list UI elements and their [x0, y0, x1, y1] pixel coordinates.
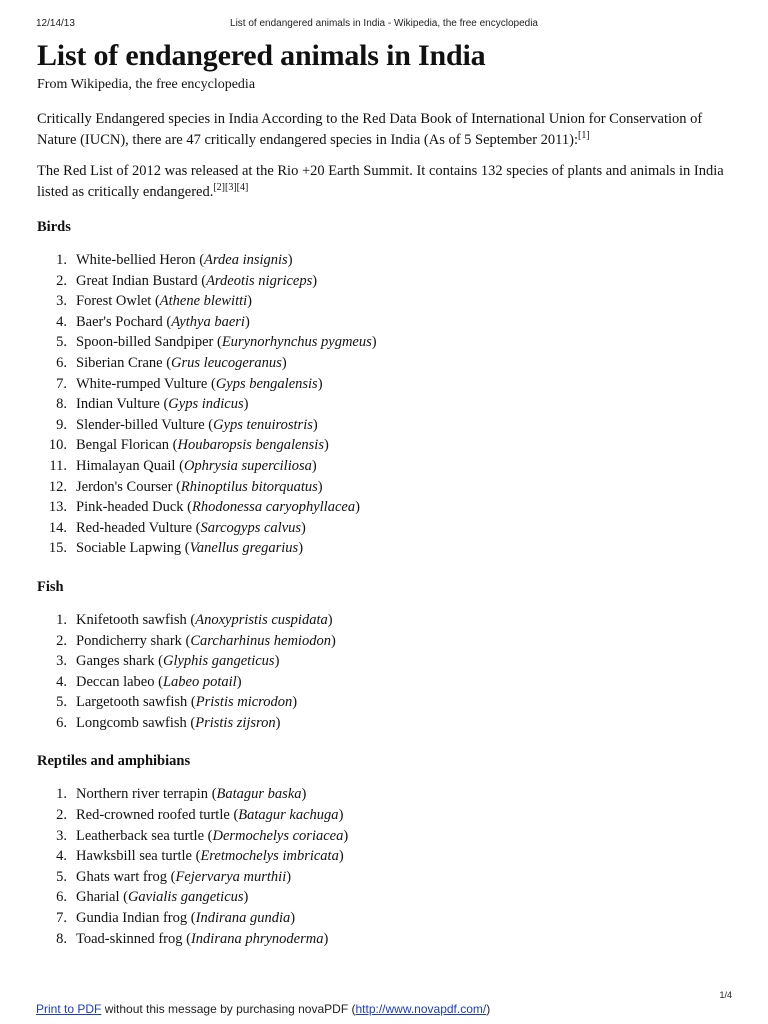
list-item-number: 4.: [56, 673, 67, 690]
list-item: 11. Himalayan Quail (Ophrysia superciliosa): [37, 456, 737, 477]
species-common-name[interactable]: Red-crowned roofed turtle: [76, 807, 230, 824]
list-item-number: 7.: [56, 910, 67, 927]
list-item: 3. Leatherback sea turtle (Dermochelys coriacea): [37, 826, 737, 847]
reptiles-amphibians-list: [37, 784, 737, 949]
print-to-pdf-link[interactable]: Print to PDF: [36, 1002, 102, 1016]
list-item: 9. Slender-billed Vulture (Gyps tenuirostris): [37, 415, 737, 436]
list-item: 2. Red-crowned roofed turtle (Batagur kachuga): [37, 805, 737, 826]
species-common-name[interactable]: Slender-billed Vulture: [76, 416, 205, 433]
list-item: 4. Baer's Pochard (Aythya baeri): [37, 312, 737, 333]
list-item: 6. Longcomb sawfish (Pristis zijsron): [37, 713, 737, 734]
citation-2-3-4[interactable]: [2][3][4]: [213, 182, 249, 194]
species-common-name[interactable]: Knifetooth sawfish: [76, 611, 187, 628]
list-item: 1. Northern river terrapin (Batagur baska): [37, 784, 737, 805]
list-item-number: 15.: [48, 540, 67, 557]
novapdf-url-link[interactable]: http://www.novapdf.com/: [355, 1002, 487, 1016]
list-item: 5. Spoon-billed Sandpiper (Eurynorhynchus pygmeus): [37, 332, 737, 353]
species-scientific-name[interactable]: Gyps bengalensis: [215, 375, 318, 392]
list-item: 5. Ghats wart frog (Fejervarya murthii): [37, 867, 737, 888]
species-scientific-name[interactable]: Houbaropsis bengalensis: [177, 437, 324, 454]
species-common-name[interactable]: Himalayan Quail: [76, 457, 176, 474]
list-item-number: 2.: [56, 807, 67, 824]
page-subtitle: From Wikipedia, the free encyclopedia: [37, 77, 256, 92]
species-scientific-name[interactable]: Ardeotis nigriceps: [206, 272, 313, 289]
species-common-name[interactable]: Great Indian Bustard: [76, 272, 198, 289]
list-item: 8. Indian Vulture (Gyps indicus): [37, 394, 737, 415]
print-header: [36, 18, 732, 32]
page-title: List of endangered animals in India: [37, 39, 486, 72]
species-common-name[interactable]: Toad-skinned frog: [76, 930, 183, 947]
list-item-number: 9.: [56, 416, 67, 433]
species-common-name[interactable]: Ghats wart frog: [76, 868, 168, 885]
list-item-number: 1.: [56, 611, 67, 628]
species-scientific-name[interactable]: Glyphis gangeticus: [163, 653, 275, 670]
list-item-number: 6.: [56, 714, 67, 731]
species-common-name[interactable]: Longcomb sawfish: [76, 714, 187, 731]
species-common-name[interactable]: White-bellied Heron: [76, 252, 196, 268]
species-common-name[interactable]: Jerdon's Courser: [76, 478, 173, 495]
section-heading-reptiles-amphibians: Reptiles and amphibians: [37, 753, 191, 770]
species-scientific-name[interactable]: Pristis zijsron: [195, 714, 276, 731]
list-item: 10. Bengal Florican (Houbaropsis bengalensis): [37, 435, 737, 456]
list-item-number: 4.: [56, 313, 67, 330]
list-item: 5. Largetooth sawfish (Pristis microdon): [37, 692, 737, 713]
print-footer: [36, 1002, 732, 1016]
species-common-name[interactable]: Siberian Crane: [76, 354, 163, 371]
list-item-number: 14.: [48, 519, 67, 536]
list-item: 13. Pink-headed Duck (Rhodonessa caryophyllacea): [37, 497, 737, 518]
list-item: 6. Siberian Crane (Grus leucogeranus): [37, 353, 737, 374]
species-common-name[interactable]: Indian Vulture: [76, 396, 160, 413]
species-scientific-name[interactable]: Fejervarya murthii: [175, 868, 287, 885]
species-scientific-name[interactable]: Eretmochelys imbricata: [200, 848, 339, 865]
list-item-number: 2.: [56, 272, 67, 289]
species-scientific-name[interactable]: Vanellus gregarius: [189, 540, 299, 557]
list-item-number: 3.: [56, 827, 67, 844]
species-common-name[interactable]: Leatherback sea turtle: [76, 827, 205, 844]
species-scientific-name[interactable]: Rhinoptilus bitorquatus: [180, 478, 318, 495]
species-scientific-name[interactable]: Gyps tenuirostris: [213, 416, 313, 433]
species-scientific-name[interactable]: Aythya baeri: [171, 313, 245, 330]
species-common-name[interactable]: Pondicherry shark: [76, 632, 182, 649]
list-item-number: 5.: [56, 694, 67, 711]
species-common-name[interactable]: Deccan labeo: [76, 673, 155, 690]
species-common-name[interactable]: Largetooth sawfish: [76, 694, 188, 711]
species-scientific-name[interactable]: Labeo potail: [162, 673, 237, 690]
list-item-number: 1.: [56, 786, 67, 803]
species-scientific-name[interactable]: Indirana phrynoderma: [190, 930, 324, 947]
list-item-number: 6.: [56, 889, 67, 906]
list-item-number: 5.: [56, 334, 67, 351]
citation-1[interactable]: [1]: [578, 130, 590, 142]
list-item: 15. Sociable Lapwing (Vanellus gregarius): [37, 538, 737, 559]
species-scientific-name[interactable]: Ardea insignis: [204, 252, 288, 268]
list-item: 7. White-rumped Vulture (Gyps bengalensis): [37, 374, 737, 395]
list-item: 4. Hawksbill sea turtle (Eretmochelys imbricata): [37, 846, 737, 867]
species-common-name[interactable]: Baer's Pochard: [76, 313, 163, 330]
list-item: 6. Gharial (Gavialis gangeticus): [37, 887, 737, 908]
species-scientific-name[interactable]: Rhodonessa caryophyllacea: [191, 499, 356, 516]
list-item-number: 7.: [56, 375, 67, 392]
list-item-number: 4.: [56, 848, 67, 865]
section-heading-fish: Fish: [37, 578, 64, 595]
page-number: 1/4: [719, 990, 732, 1000]
list-item-number: 13.: [48, 499, 67, 516]
list-item: 4. Deccan labeo (Labeo potail): [37, 672, 737, 693]
list-item: 14. Red-headed Vulture (Sarcogyps calvus): [37, 518, 737, 539]
species-scientific-name[interactable]: Carcharhinus hemiodon: [190, 632, 331, 649]
list-item-number: 12.: [48, 478, 67, 495]
article-content: [37, 36, 737, 949]
print-page-title: List of endangered animals in India - Wikipedia, the free encyclopedia: [230, 18, 538, 29]
list-item: 1. White-bellied Heron (Ardea insignis): [37, 250, 737, 271]
birds-list: [37, 250, 737, 559]
list-item-number: 11.: [49, 457, 67, 474]
species-common-name[interactable]: Forest Owlet: [76, 293, 152, 310]
species-scientific-name[interactable]: Grus leucogeranus: [171, 354, 282, 371]
species-common-name[interactable]: Spoon-billed Sandpiper: [76, 334, 214, 351]
species-scientific-name[interactable]: Anoxypristis cuspidata: [195, 611, 328, 628]
list-item: 3. Forest Owlet (Athene blewitti): [37, 291, 737, 312]
list-item-number: 3.: [56, 293, 67, 310]
species-common-name[interactable]: Hawksbill sea turtle: [76, 848, 192, 865]
list-item-number: 8.: [56, 396, 67, 413]
list-item: 3. Ganges shark (Glyphis gangeticus): [37, 651, 737, 672]
footer-message: without this message by purchasing novaPDF (: [101, 1002, 356, 1016]
species-scientific-name[interactable]: Gavialis gangeticus: [127, 889, 244, 906]
fish-list: [37, 610, 737, 734]
species-scientific-name[interactable]: Indirana gundia: [195, 910, 291, 927]
list-item-number: 1.: [56, 252, 67, 268]
list-item: 2. Great Indian Bustard (Ardeotis nigriceps): [37, 271, 737, 292]
list-item: 1. Knifetooth sawfish (Anoxypristis cuspidata): [37, 610, 737, 631]
species-common-name[interactable]: Pink-headed Duck: [76, 499, 184, 516]
species-scientific-name[interactable]: Dermochelys coriacea: [212, 827, 344, 844]
species-scientific-name[interactable]: Sarcogyps calvus: [200, 519, 302, 536]
species-common-name[interactable]: Gundia Indian frog: [76, 910, 188, 927]
list-item-number: 5.: [56, 868, 67, 885]
list-item-number: 2.: [56, 632, 67, 649]
species-common-name[interactable]: Red-headed Vulture: [76, 519, 193, 536]
species-scientific-name[interactable]: Batagur baska: [216, 786, 302, 803]
footer-close-paren: ): [486, 1002, 491, 1016]
species-common-name[interactable]: White-rumped Vulture: [76, 375, 208, 392]
species-scientific-name[interactable]: Athene blewitti: [159, 293, 248, 310]
intro-paragraph: [37, 109, 737, 151]
list-item-number: 8.: [56, 930, 67, 947]
section-heading-birds: Birds: [37, 219, 71, 235]
print-date: 12/14/13: [36, 18, 75, 29]
intro-text: Critically Endangered species in India According to the Red Data Book of International Union for Conservation of Nature (IUCN), there are 47 critically endangered species in India (As of 5 September 2011):: [37, 111, 703, 148]
species-scientific-name[interactable]: Pristis microdon: [195, 694, 293, 711]
species-common-name[interactable]: Bengal Florican: [76, 437, 170, 454]
list-item: 8. Toad-skinned frog (Indirana phrynoderma): [37, 929, 737, 950]
list-item: 2. Pondicherry shark (Carcharhinus hemiodon): [37, 631, 737, 652]
species-scientific-name[interactable]: Eurynorhynchus pygmeus: [221, 334, 372, 351]
species-scientific-name[interactable]: Ophrysia superciliosa: [183, 457, 312, 474]
list-item: 7. Gundia Indian frog (Indirana gundia): [37, 908, 737, 929]
species-common-name[interactable]: Ganges shark: [76, 653, 155, 670]
species-scientific-name[interactable]: Gyps indicus: [168, 396, 244, 413]
redlist-text: The Red List of 2012 was released at the Rio +20 Earth Summit. It contains 132 species of plants and animals in India listed as critically endangered.: [37, 163, 724, 200]
species-scientific-name[interactable]: Batagur kachuga: [238, 807, 339, 824]
list-item-number: 10.: [48, 437, 67, 454]
species-common-name[interactable]: Northern river terrapin: [76, 786, 209, 803]
species-common-name[interactable]: Gharial: [76, 889, 120, 906]
list-item-number: 3.: [56, 653, 67, 670]
list-item-number: 6.: [56, 354, 67, 371]
list-item: 12. Jerdon's Courser (Rhinoptilus bitorquatus): [37, 477, 737, 498]
species-common-name[interactable]: Sociable Lapwing: [76, 540, 182, 557]
redlist-paragraph: [37, 161, 737, 203]
